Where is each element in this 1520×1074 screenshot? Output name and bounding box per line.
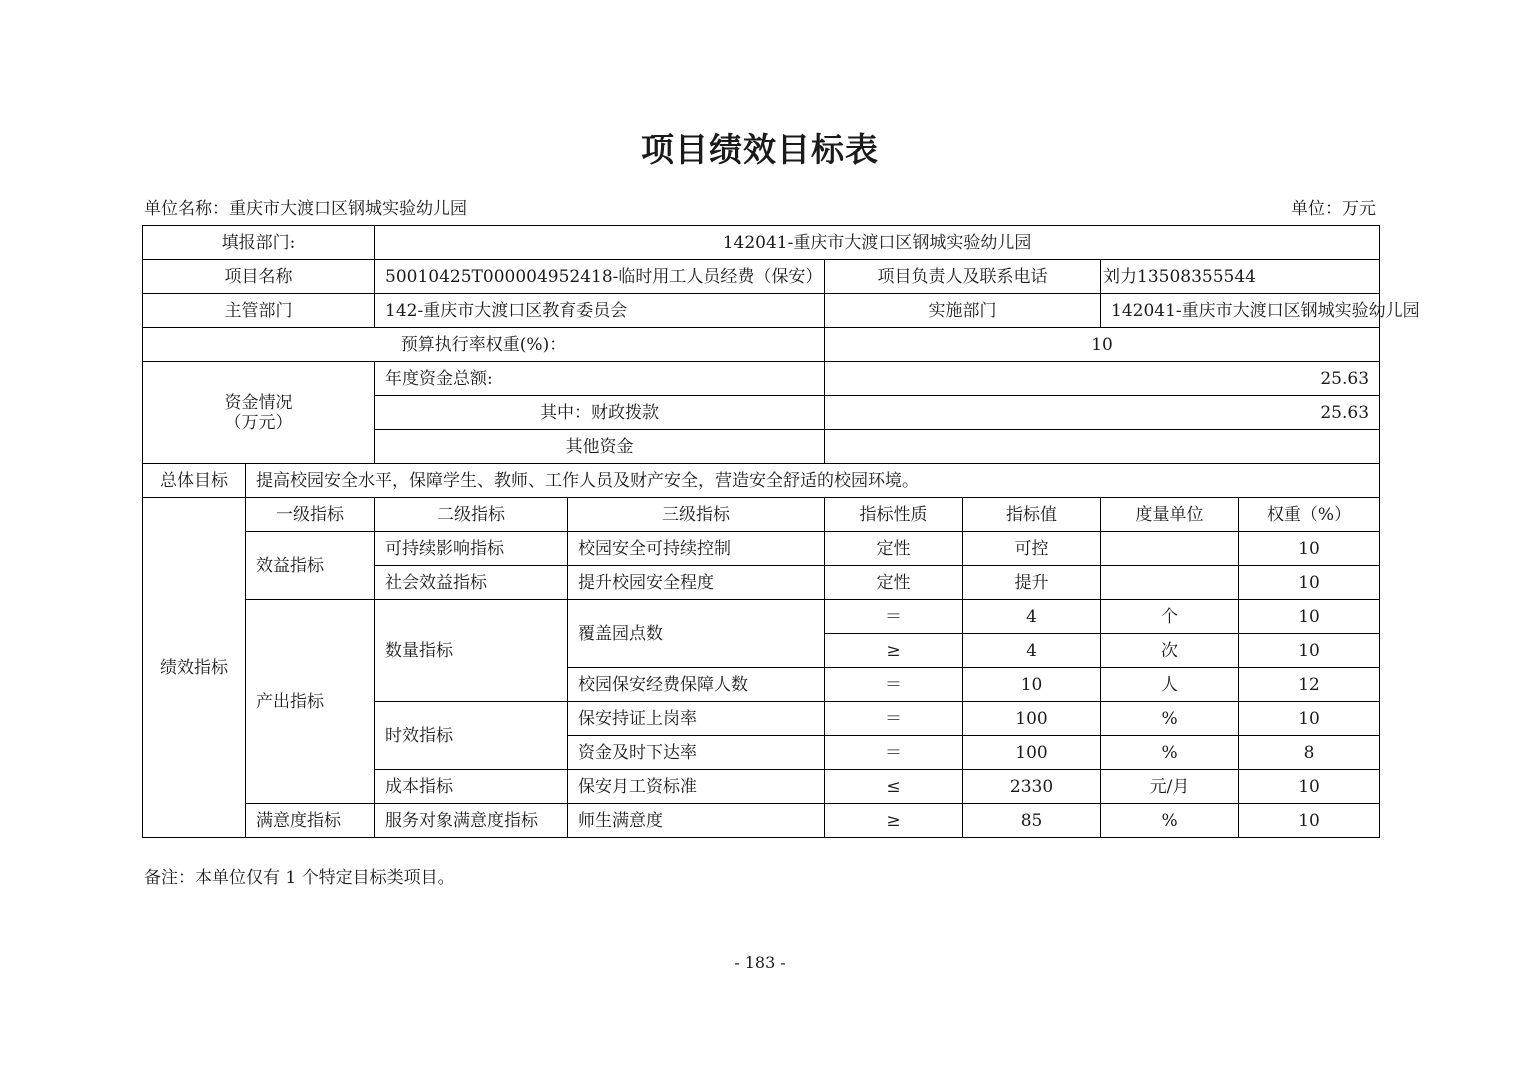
- supervisor-row: [143, 294, 1380, 328]
- indicator-value: 100: [963, 702, 1101, 736]
- indicator-nature: ＝: [825, 736, 963, 770]
- indicator-name: 师生满意度: [568, 804, 825, 838]
- indicator-nature: 定性: [825, 532, 963, 566]
- header-nature: 指标性质: [825, 498, 963, 532]
- level1-output: 产出指标: [246, 600, 375, 804]
- indicator-value: 85: [963, 804, 1101, 838]
- budget-weight-label: 预算执行率权重(%)：: [143, 328, 825, 362]
- indicator-weight: 10: [1239, 702, 1380, 736]
- indicator-value: 提升: [963, 566, 1101, 600]
- indicator-unit: 人: [1101, 668, 1239, 702]
- header-unit: 度量单位: [1101, 498, 1239, 532]
- remark-note: 备注：本单位仅有 1 个特定目标类项目。: [144, 868, 455, 888]
- indicator-name: 资金及时下达率: [568, 736, 825, 770]
- manager-value: 刘力13508355544: [1101, 260, 1380, 294]
- indicator-weight: 10: [1239, 532, 1380, 566]
- unit-name: 单位名称：重庆市大渡口区钢城实验幼儿园: [144, 199, 467, 219]
- indicator-weight: 10: [1239, 770, 1380, 804]
- table-row: [143, 804, 1380, 838]
- annual-total-label: 年度资金总额:: [375, 362, 825, 396]
- annual-total-value: 25.63: [825, 362, 1380, 396]
- funds-label: [143, 362, 375, 464]
- project-name-value: 50010425T000004952418-临时用工人员经费（保安）: [375, 260, 825, 294]
- table-row: [143, 532, 1380, 566]
- indicator-weight: 12: [1239, 668, 1380, 702]
- table-row: [143, 600, 1380, 634]
- indicator-unit: 次: [1101, 634, 1239, 668]
- level2-service: 服务对象满意度指标: [375, 804, 568, 838]
- impl-dept-value: 142041-重庆市大渡口区钢城实验幼儿园: [1101, 294, 1380, 328]
- indicator-weight: 10: [1239, 566, 1380, 600]
- indicator-name: 保安持证上岗率: [568, 702, 825, 736]
- page-number: - 183 -: [734, 953, 786, 972]
- level2-quantity: 数量指标: [375, 600, 568, 702]
- overall-goal-value: 提高校园安全水平，保障学生、教师、工作人员及财产安全，营造安全舒适的校园环境。: [246, 464, 1380, 498]
- currency-unit: 单位：万元: [1291, 199, 1376, 219]
- indicator-nature: ＝: [825, 668, 963, 702]
- unit-line: [144, 196, 1376, 222]
- indicator-header-row: [143, 498, 1380, 532]
- indicator-unit: 个: [1101, 600, 1239, 634]
- project-name-label: 项目名称: [143, 260, 375, 294]
- indicator-nature: ＝: [825, 702, 963, 736]
- indicator-nature: ＝: [825, 600, 963, 634]
- indicator-nature: ≥: [825, 634, 963, 668]
- indicator-value: 2330: [963, 770, 1101, 804]
- indicator-name: 校园安全可持续控制: [568, 532, 825, 566]
- indicator-name: 覆盖园点数: [568, 600, 825, 668]
- indicator-value: 10: [963, 668, 1101, 702]
- indicator-value: 100: [963, 736, 1101, 770]
- level1-benefit: 效益指标: [246, 532, 375, 600]
- header-value: 指标值: [963, 498, 1101, 532]
- funds-label-line1: 资金情况: [224, 392, 293, 413]
- fill-dept-row: [143, 226, 1380, 260]
- level1-satisfaction: 满意度指标: [246, 804, 375, 838]
- manager-label: 项目负责人及联系电话: [825, 260, 1101, 294]
- fill-dept-value: 142041-重庆市大渡口区钢城实验幼儿园: [375, 226, 1380, 260]
- level2-social: 社会效益指标: [375, 566, 568, 600]
- header-weight: 权重（%）: [1239, 498, 1380, 532]
- level2-cost: 成本指标: [375, 770, 568, 804]
- indicator-weight: 8: [1239, 736, 1380, 770]
- indicator-nature: ≤: [825, 770, 963, 804]
- impl-dept-label: 实施部门: [825, 294, 1101, 328]
- indicator-name: 提升校园安全程度: [568, 566, 825, 600]
- indicator-name: 校园保安经费保障人数: [568, 668, 825, 702]
- header-level3: 三级指标: [568, 498, 825, 532]
- header-level2: 二级指标: [375, 498, 568, 532]
- indicator-weight: 10: [1239, 634, 1380, 668]
- supervisor-label: 主管部门: [143, 294, 375, 328]
- fiscal-label: 其中：财政拨款: [375, 396, 825, 430]
- other-funds-value: [825, 430, 1380, 464]
- indicator-unit: [1101, 532, 1239, 566]
- indicator-unit: %: [1101, 736, 1239, 770]
- level2-sustain: 可持续影响指标: [375, 532, 568, 566]
- supervisor-value: 142-重庆市大渡口区教育委员会: [375, 294, 825, 328]
- indicator-weight: 10: [1239, 804, 1380, 838]
- indicator-nature: 定性: [825, 566, 963, 600]
- indicator-nature: ≥: [825, 804, 963, 838]
- indicator-name: 保安月工资标准: [568, 770, 825, 804]
- fill-dept-label: 填报部门:: [143, 226, 375, 260]
- indicator-value: 4: [963, 634, 1101, 668]
- indicator-unit: [1101, 566, 1239, 600]
- indicator-value: 可控: [963, 532, 1101, 566]
- budget-weight-row: [143, 328, 1380, 362]
- indicator-unit: 元/月: [1101, 770, 1239, 804]
- indicator-value: 4: [963, 600, 1101, 634]
- other-funds-label: 其他资金: [375, 430, 825, 464]
- budget-weight-value: 10: [825, 328, 1380, 362]
- annual-total-row: [143, 362, 1380, 396]
- indicator-section-label: 绩效指标: [143, 498, 246, 838]
- funds-label-line2: （万元）: [224, 412, 293, 433]
- header-level1: 一级指标: [246, 498, 375, 532]
- indicator-unit: %: [1101, 804, 1239, 838]
- performance-target-table: [142, 225, 1420, 838]
- project-name-row: [143, 260, 1380, 294]
- fiscal-value: 25.63: [825, 396, 1380, 430]
- indicator-unit: %: [1101, 702, 1239, 736]
- overall-goal-label: 总体目标: [143, 464, 246, 498]
- overall-goal-row: [143, 464, 1380, 498]
- indicator-weight: 10: [1239, 600, 1380, 634]
- level2-timeliness: 时效指标: [375, 702, 568, 770]
- page-title: 项目绩效目标表: [641, 130, 879, 169]
